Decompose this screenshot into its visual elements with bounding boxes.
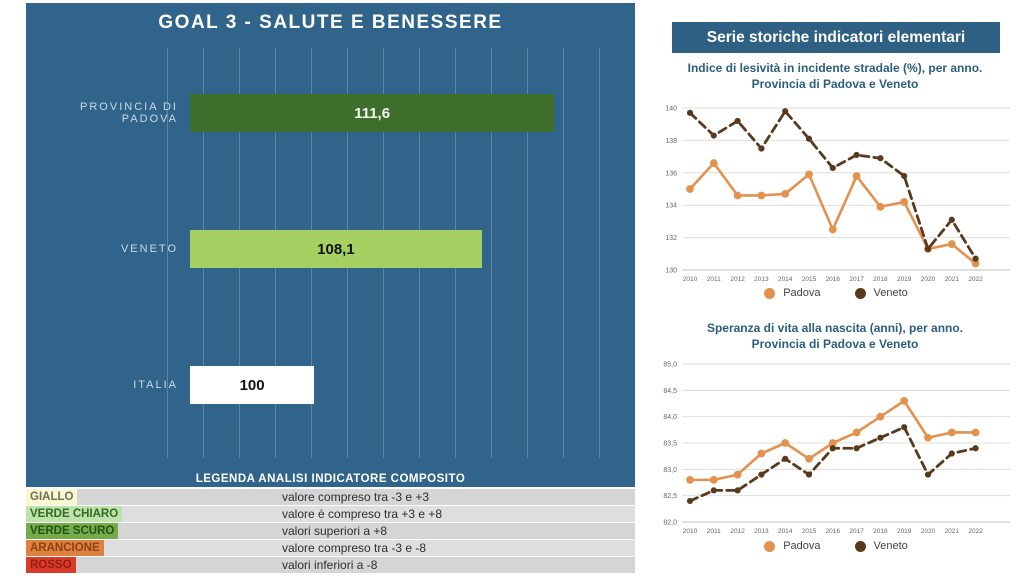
svg-text:83,5: 83,5 xyxy=(663,440,677,448)
legend-row-verde-scuro xyxy=(26,523,635,539)
bar-value-italia: 100 xyxy=(239,376,265,394)
legend-label-padova: Padova xyxy=(783,540,821,552)
svg-text:2014: 2014 xyxy=(777,276,793,283)
veneto-series-dot-icon xyxy=(855,541,866,552)
chart-title-line2: Provincia di Padova e Veneto xyxy=(751,77,919,91)
svg-text:2010: 2010 xyxy=(682,276,698,283)
svg-text:138: 138 xyxy=(665,137,677,145)
legend-row-arancione xyxy=(26,540,635,556)
color-chip-arancione: ARANCIONE xyxy=(26,540,104,556)
bar-row-veneto xyxy=(26,230,635,268)
svg-text:84,0: 84,0 xyxy=(663,414,677,422)
chart-legend-lesivita xyxy=(672,287,1000,299)
svg-text:2015: 2015 xyxy=(801,528,817,535)
chart-title-lesivita xyxy=(650,60,1020,92)
svg-text:136: 136 xyxy=(665,170,677,178)
legend-desc: valore è compreso tra +3 e +8 xyxy=(282,507,443,521)
svg-text:2022: 2022 xyxy=(968,276,983,283)
svg-text:83,0: 83,0 xyxy=(663,466,677,474)
svg-text:2016: 2016 xyxy=(825,528,841,535)
svg-text:2021: 2021 xyxy=(944,276,960,283)
padova-series-dot-icon xyxy=(764,541,775,552)
bar-row-padova xyxy=(26,94,635,132)
bar-track xyxy=(190,94,635,132)
svg-text:2011: 2011 xyxy=(706,528,721,535)
goal-title: GOAL 3 - SALUTE E BENESSERE xyxy=(158,12,503,33)
chart-title-speranza xyxy=(650,320,1020,352)
chart-title-line1: Speranza di vita alla nascita (anni), per anno. xyxy=(706,321,964,335)
legend-label-padova: Padova xyxy=(783,287,821,299)
svg-text:84,5: 84,5 xyxy=(663,387,677,395)
svg-text:134: 134 xyxy=(665,202,677,210)
svg-text:2019: 2019 xyxy=(896,276,912,283)
svg-text:2017: 2017 xyxy=(849,276,864,283)
svg-text:82,5: 82,5 xyxy=(663,493,677,501)
bar-padova xyxy=(190,94,554,132)
color-chip-giallo: GIALLO xyxy=(26,489,77,505)
legend-desc: valori inferiori a -8 xyxy=(282,558,378,572)
legend-desc: valori superiori a +8 xyxy=(282,524,388,538)
line-chart-speranza xyxy=(648,352,1020,536)
bar-label-padova: PROVINCIA DI PADOVA xyxy=(80,101,178,125)
bar-row-italia xyxy=(26,366,635,404)
svg-text:2012: 2012 xyxy=(730,528,745,535)
padova-series-dot-icon xyxy=(764,288,775,299)
svg-text:2013: 2013 xyxy=(754,276,769,283)
legend-label-veneto: Veneto xyxy=(873,287,908,299)
bar-value-veneto: 108,1 xyxy=(317,240,355,258)
veneto-series-dot-icon xyxy=(855,288,866,299)
svg-text:2018: 2018 xyxy=(873,528,888,535)
chart-legend-speranza xyxy=(672,540,1000,552)
time-series-header: Serie storiche indicatori elementari xyxy=(672,22,1000,53)
svg-text:2019: 2019 xyxy=(896,528,912,535)
svg-text:2021: 2021 xyxy=(944,528,960,535)
bar-track xyxy=(190,366,635,404)
svg-text:2012: 2012 xyxy=(730,276,745,283)
legend-row-giallo xyxy=(26,489,635,505)
svg-text:140: 140 xyxy=(665,105,677,113)
bar-track xyxy=(190,230,635,268)
svg-text:2020: 2020 xyxy=(920,528,936,535)
svg-text:2013: 2013 xyxy=(754,528,769,535)
legend-row-rosso xyxy=(26,557,635,573)
svg-text:2022: 2022 xyxy=(968,528,983,535)
svg-text:2015: 2015 xyxy=(801,276,817,283)
svg-text:2016: 2016 xyxy=(825,276,841,283)
composite-indicator-panel xyxy=(26,3,635,472)
bar-label-veneto: VENETO xyxy=(120,243,178,255)
color-chip-verde-scuro: VERDE SCURO xyxy=(26,523,118,539)
color-chip-verde-chiaro: VERDE CHIARO xyxy=(26,506,122,522)
legend-label-veneto: Veneto xyxy=(873,540,908,552)
svg-text:2020: 2020 xyxy=(920,276,936,283)
legend-table xyxy=(26,472,635,574)
svg-text:2010: 2010 xyxy=(682,528,698,535)
legend-desc: valore compreso tra -3 e +3 xyxy=(282,490,430,504)
color-chip-rosso: ROSSO xyxy=(26,557,76,573)
svg-text:82,0: 82,0 xyxy=(663,519,677,527)
bar-value-padova: 111,6 xyxy=(354,104,391,122)
chart-title-line2: Provincia di Padova e Veneto xyxy=(751,337,919,351)
bar-veneto xyxy=(190,230,482,268)
legend-table-title: LEGENDA ANALISI INDICATORE COMPOSITO xyxy=(26,472,635,487)
svg-text:2017: 2017 xyxy=(849,528,864,535)
bar-label-italia: ITALIA xyxy=(133,379,178,391)
line-chart-lesivita xyxy=(648,98,1020,284)
svg-text:2014: 2014 xyxy=(777,528,793,535)
chart-title-line1: Indice di lesività in incidente stradale (%), per anno. xyxy=(687,61,983,75)
svg-text:130: 130 xyxy=(665,267,677,275)
svg-text:2011: 2011 xyxy=(706,276,721,283)
legend-desc: valore compreso tra -3 e -8 xyxy=(282,541,427,555)
legend-row-verde-chiaro xyxy=(26,506,635,522)
bar-italia xyxy=(190,366,314,404)
svg-text:2018: 2018 xyxy=(873,276,888,283)
svg-text:85,0: 85,0 xyxy=(663,361,677,369)
svg-text:132: 132 xyxy=(665,235,677,243)
